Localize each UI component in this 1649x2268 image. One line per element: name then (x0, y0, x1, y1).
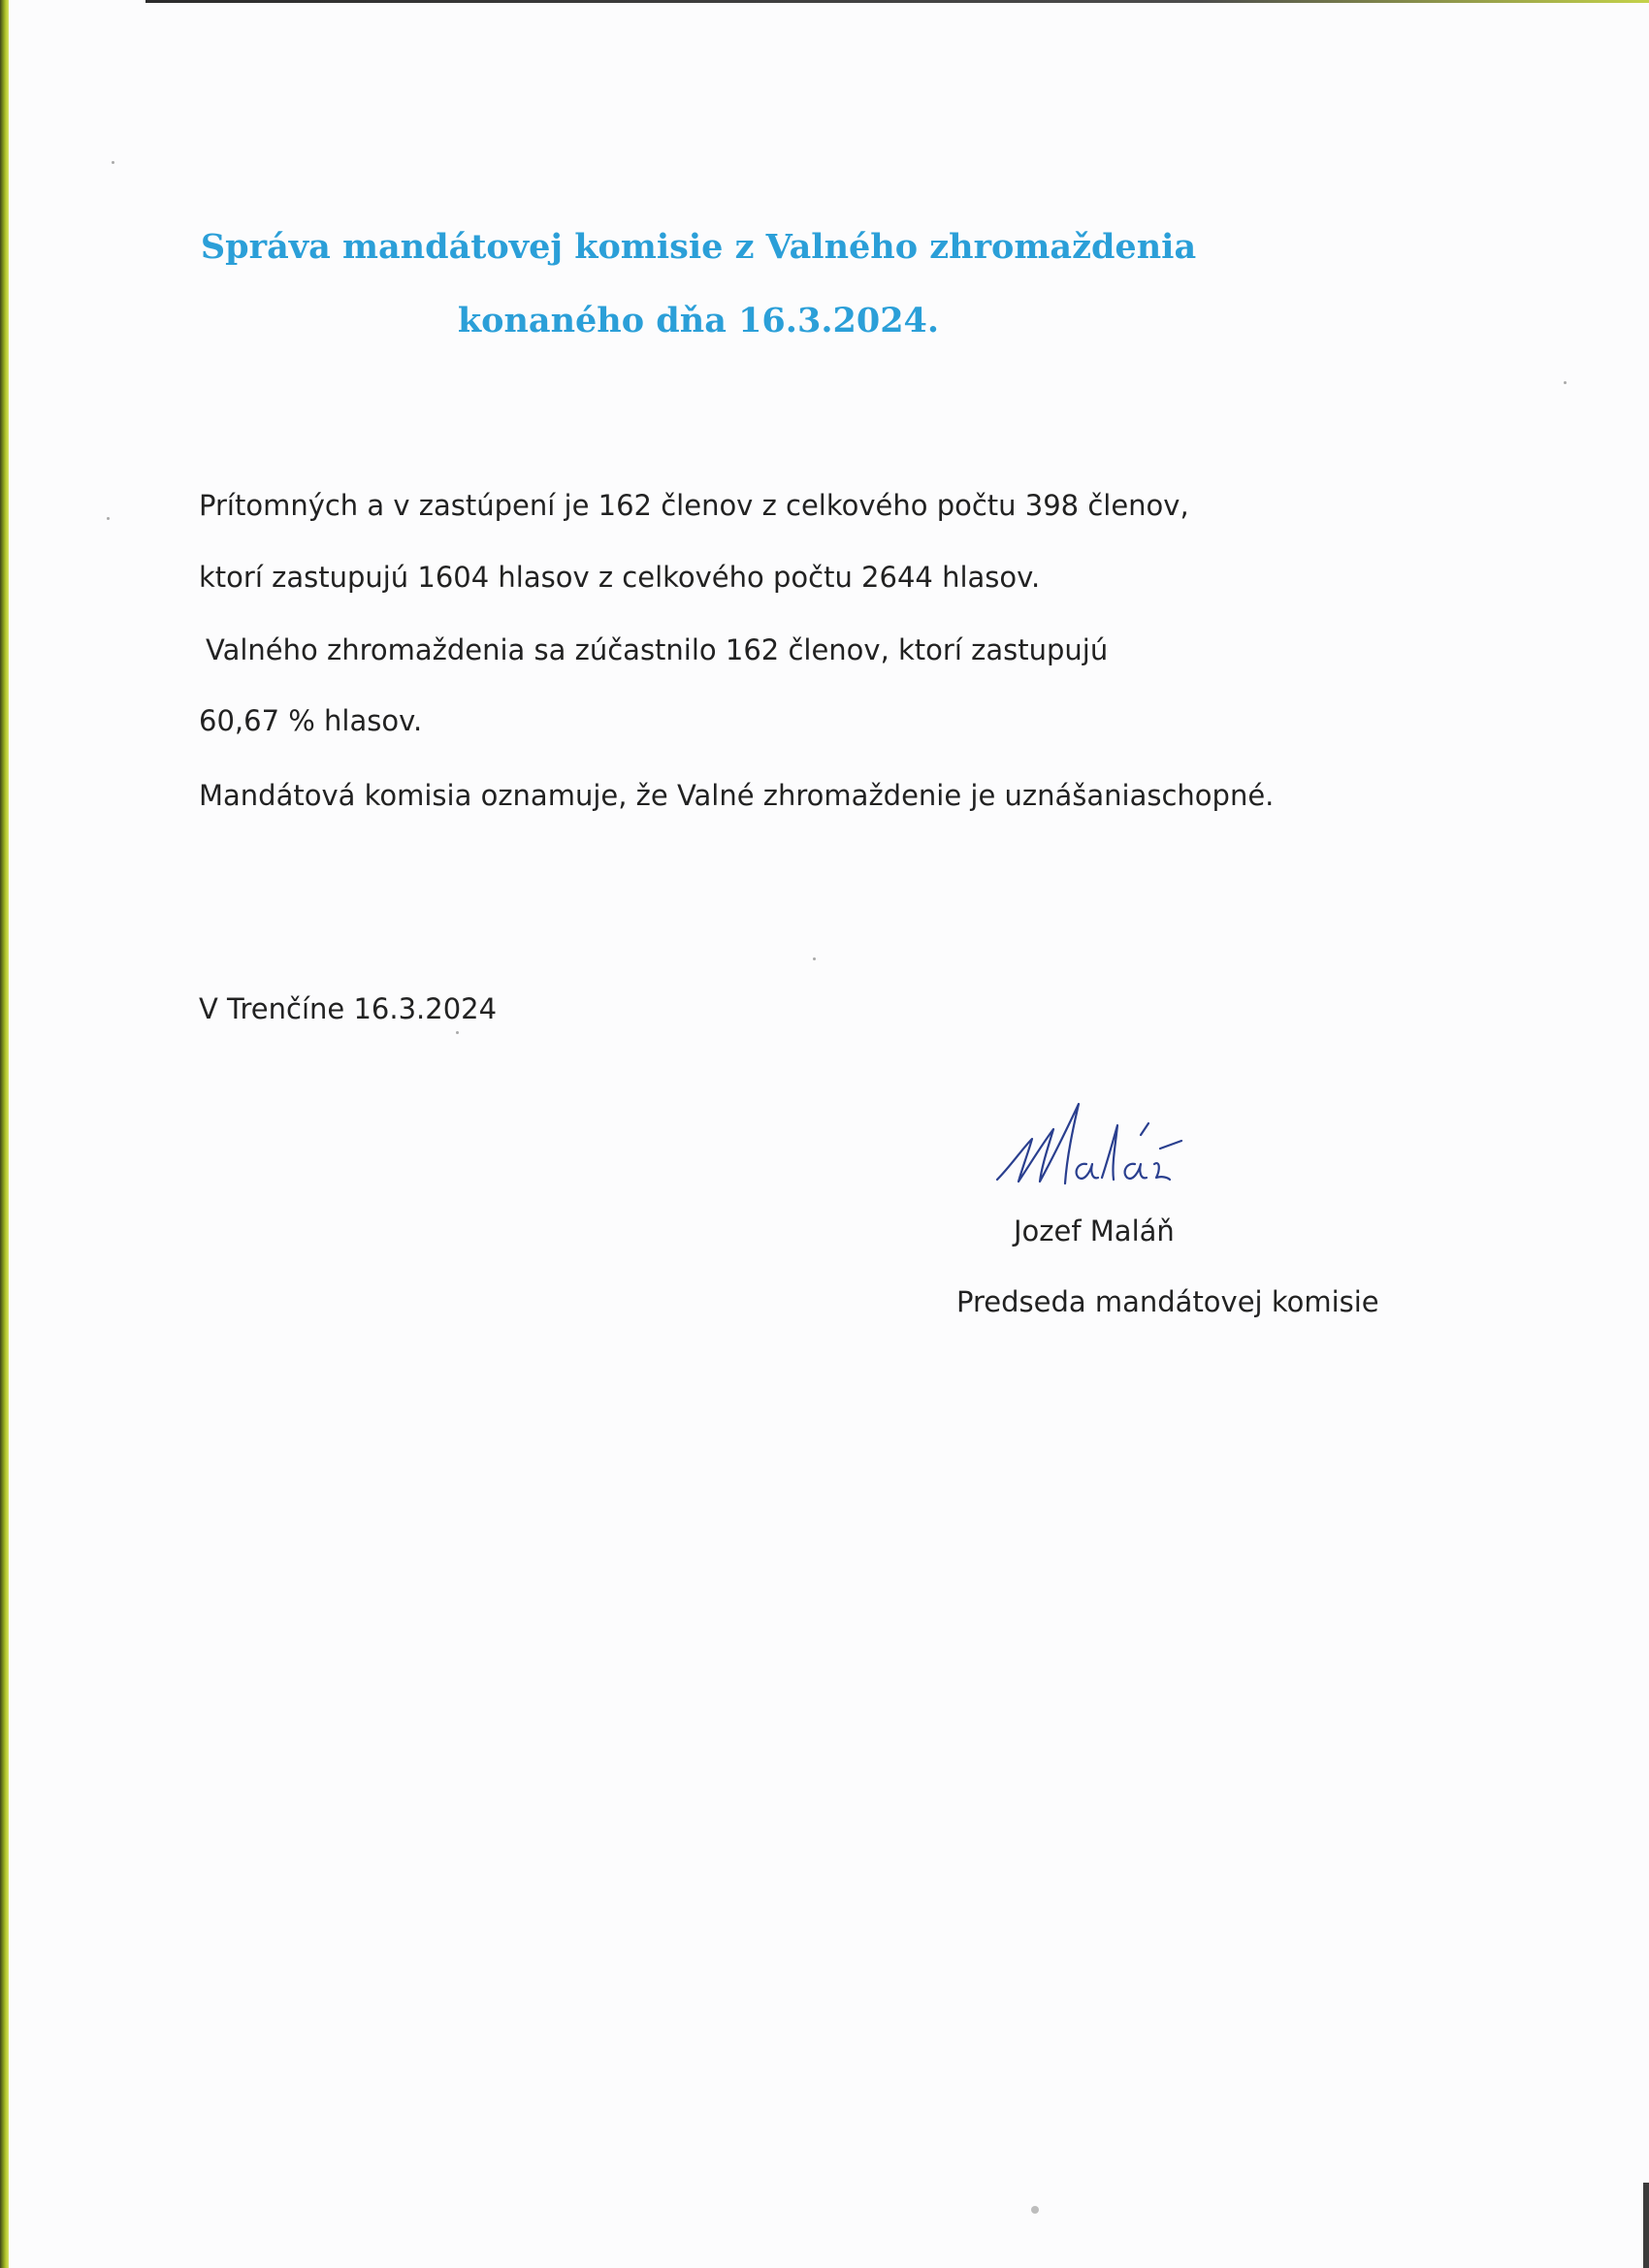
scan-edge-right (1643, 2183, 1649, 2268)
handwritten-signature (989, 1096, 1203, 1203)
signatory-role: Predseda mandátovej komisie (956, 1285, 1379, 1318)
scan-edge-left (0, 0, 9, 2268)
scan-speck (1564, 381, 1567, 384)
document-title-line-2: konaného dňa 16.3.2024. (457, 301, 940, 340)
scan-edge-top (146, 0, 1649, 3)
scan-speck (813, 957, 816, 960)
paragraph-percentage: 60,67 % hlasov. (199, 704, 423, 737)
place-and-date: V Trenčíne 16.3.2024 (199, 992, 498, 1025)
signatory-name: Jozef Maláň (1014, 1215, 1175, 1247)
scan-speck (1031, 2206, 1039, 2214)
scan-speck (456, 1031, 459, 1034)
scan-speck (112, 161, 114, 164)
document-title-line-1: Správa mandátovej komisie z Valného zhromaždenia (200, 227, 1197, 267)
paragraph-attendance: Prítomných a v zastúpení je 162 členov z celkového počtu 398 členov, (199, 489, 1189, 522)
paragraph-quorum-statement: Mandátová komisia oznamuje, že Valné zhromaždenie je uznášaniaschopné. (199, 779, 1275, 812)
scan-speck (107, 517, 110, 520)
paragraph-participation: Valného zhromaždenia sa zúčastnilo 162 členov, ktorí zastupujú (206, 633, 1109, 666)
paragraph-votes: ktorí zastupujú 1604 hlasov z celkového počtu 2644 hlasov. (199, 561, 1041, 594)
